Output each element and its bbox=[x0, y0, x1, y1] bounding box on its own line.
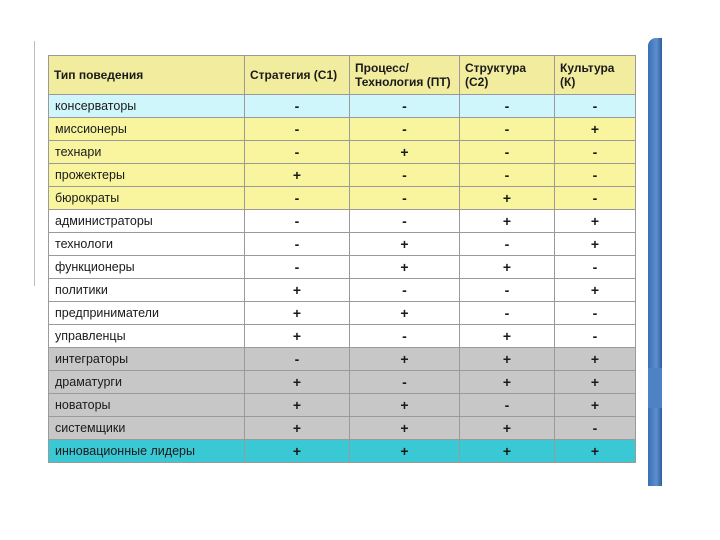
strategy-mark: + bbox=[245, 164, 350, 187]
culture-mark: + bbox=[555, 210, 636, 233]
strategy-mark: + bbox=[245, 302, 350, 325]
process-mark: - bbox=[350, 279, 460, 302]
row-type-label: миссионеры bbox=[49, 118, 245, 141]
process-mark: - bbox=[350, 210, 460, 233]
process-mark: + bbox=[350, 256, 460, 279]
strategy-mark: + bbox=[245, 279, 350, 302]
structure-mark: + bbox=[460, 348, 555, 371]
row-type-label: драматурги bbox=[49, 371, 245, 394]
process-mark: + bbox=[350, 440, 460, 463]
process-mark: - bbox=[350, 371, 460, 394]
structure-mark: - bbox=[460, 302, 555, 325]
structure-mark: - bbox=[460, 279, 555, 302]
strategy-mark: - bbox=[245, 95, 350, 118]
table-row bbox=[49, 417, 636, 440]
row-type-label: функционеры bbox=[49, 256, 245, 279]
structure-mark: + bbox=[460, 440, 555, 463]
structure-mark: + bbox=[460, 371, 555, 394]
process-mark: - bbox=[350, 325, 460, 348]
table-row bbox=[49, 394, 636, 417]
table-row bbox=[49, 256, 636, 279]
strategy-mark: - bbox=[245, 348, 350, 371]
culture-mark: + bbox=[555, 279, 636, 302]
culture-mark: - bbox=[555, 256, 636, 279]
structure-mark: - bbox=[460, 141, 555, 164]
process-mark: + bbox=[350, 302, 460, 325]
culture-mark: + bbox=[555, 233, 636, 256]
header-process-technology: Процесс/ Технология (ПТ) bbox=[350, 56, 460, 95]
structure-mark: + bbox=[460, 210, 555, 233]
culture-mark: + bbox=[555, 371, 636, 394]
row-type-label: консерваторы bbox=[49, 95, 245, 118]
header-strategy: Стратегия (С1) bbox=[245, 56, 350, 95]
structure-mark: + bbox=[460, 325, 555, 348]
structure-mark: - bbox=[460, 118, 555, 141]
row-type-label: новаторы bbox=[49, 394, 245, 417]
table-row bbox=[49, 164, 636, 187]
strategy-mark: - bbox=[245, 233, 350, 256]
row-type-label: системщики bbox=[49, 417, 245, 440]
strategy-mark: + bbox=[245, 325, 350, 348]
header-culture: Культура (К) bbox=[555, 56, 636, 95]
header-behavior-type: Тип поведения bbox=[49, 56, 245, 95]
row-type-label: политики bbox=[49, 279, 245, 302]
row-type-label: интеграторы bbox=[49, 348, 245, 371]
process-mark: + bbox=[350, 233, 460, 256]
left-margin-line bbox=[34, 41, 35, 286]
culture-mark: + bbox=[555, 394, 636, 417]
process-mark: + bbox=[350, 141, 460, 164]
culture-mark: + bbox=[555, 348, 636, 371]
table-row bbox=[49, 371, 636, 394]
behavior-types-table bbox=[48, 55, 636, 463]
structure-mark: - bbox=[460, 95, 555, 118]
strategy-mark: + bbox=[245, 440, 350, 463]
table-row bbox=[49, 325, 636, 348]
slide-side-panel bbox=[648, 38, 662, 486]
culture-mark: - bbox=[555, 164, 636, 187]
process-mark: + bbox=[350, 417, 460, 440]
table-row bbox=[49, 348, 636, 371]
culture-mark: - bbox=[555, 302, 636, 325]
row-type-label: технологи bbox=[49, 233, 245, 256]
row-type-label: прожектеры bbox=[49, 164, 245, 187]
row-type-label: управленцы bbox=[49, 325, 245, 348]
structure-mark: + bbox=[460, 187, 555, 210]
row-type-label: бюрократы bbox=[49, 187, 245, 210]
culture-mark: + bbox=[555, 118, 636, 141]
process-mark: - bbox=[350, 187, 460, 210]
row-type-label: технари bbox=[49, 141, 245, 164]
process-mark: - bbox=[350, 95, 460, 118]
table-header-row bbox=[49, 56, 636, 95]
table-row bbox=[49, 440, 636, 463]
table-row bbox=[49, 187, 636, 210]
table-row bbox=[49, 279, 636, 302]
strategy-mark: - bbox=[245, 141, 350, 164]
culture-mark: - bbox=[555, 325, 636, 348]
structure-mark: - bbox=[460, 164, 555, 187]
table-row bbox=[49, 302, 636, 325]
strategy-mark: + bbox=[245, 394, 350, 417]
structure-mark: + bbox=[460, 417, 555, 440]
strategy-mark: - bbox=[245, 187, 350, 210]
process-mark: + bbox=[350, 394, 460, 417]
row-type-label: инновационные лидеры bbox=[49, 440, 245, 463]
structure-mark: - bbox=[460, 233, 555, 256]
table-row bbox=[49, 141, 636, 164]
culture-mark: - bbox=[555, 187, 636, 210]
strategy-mark: - bbox=[245, 256, 350, 279]
structure-mark: + bbox=[460, 256, 555, 279]
strategy-mark: + bbox=[245, 371, 350, 394]
header-structure: Структура (С2) bbox=[460, 56, 555, 95]
process-mark: - bbox=[350, 164, 460, 187]
strategy-mark: - bbox=[245, 210, 350, 233]
culture-mark: + bbox=[555, 440, 636, 463]
culture-mark: - bbox=[555, 141, 636, 164]
table-row bbox=[49, 95, 636, 118]
structure-mark: - bbox=[460, 394, 555, 417]
process-mark: + bbox=[350, 348, 460, 371]
row-type-label: предприниматели bbox=[49, 302, 245, 325]
table-row bbox=[49, 233, 636, 256]
process-mark: - bbox=[350, 118, 460, 141]
table-row bbox=[49, 118, 636, 141]
culture-mark: - bbox=[555, 417, 636, 440]
strategy-mark: + bbox=[245, 417, 350, 440]
strategy-mark: - bbox=[245, 118, 350, 141]
row-type-label: администраторы bbox=[49, 210, 245, 233]
culture-mark: - bbox=[555, 95, 636, 118]
table-row bbox=[49, 210, 636, 233]
